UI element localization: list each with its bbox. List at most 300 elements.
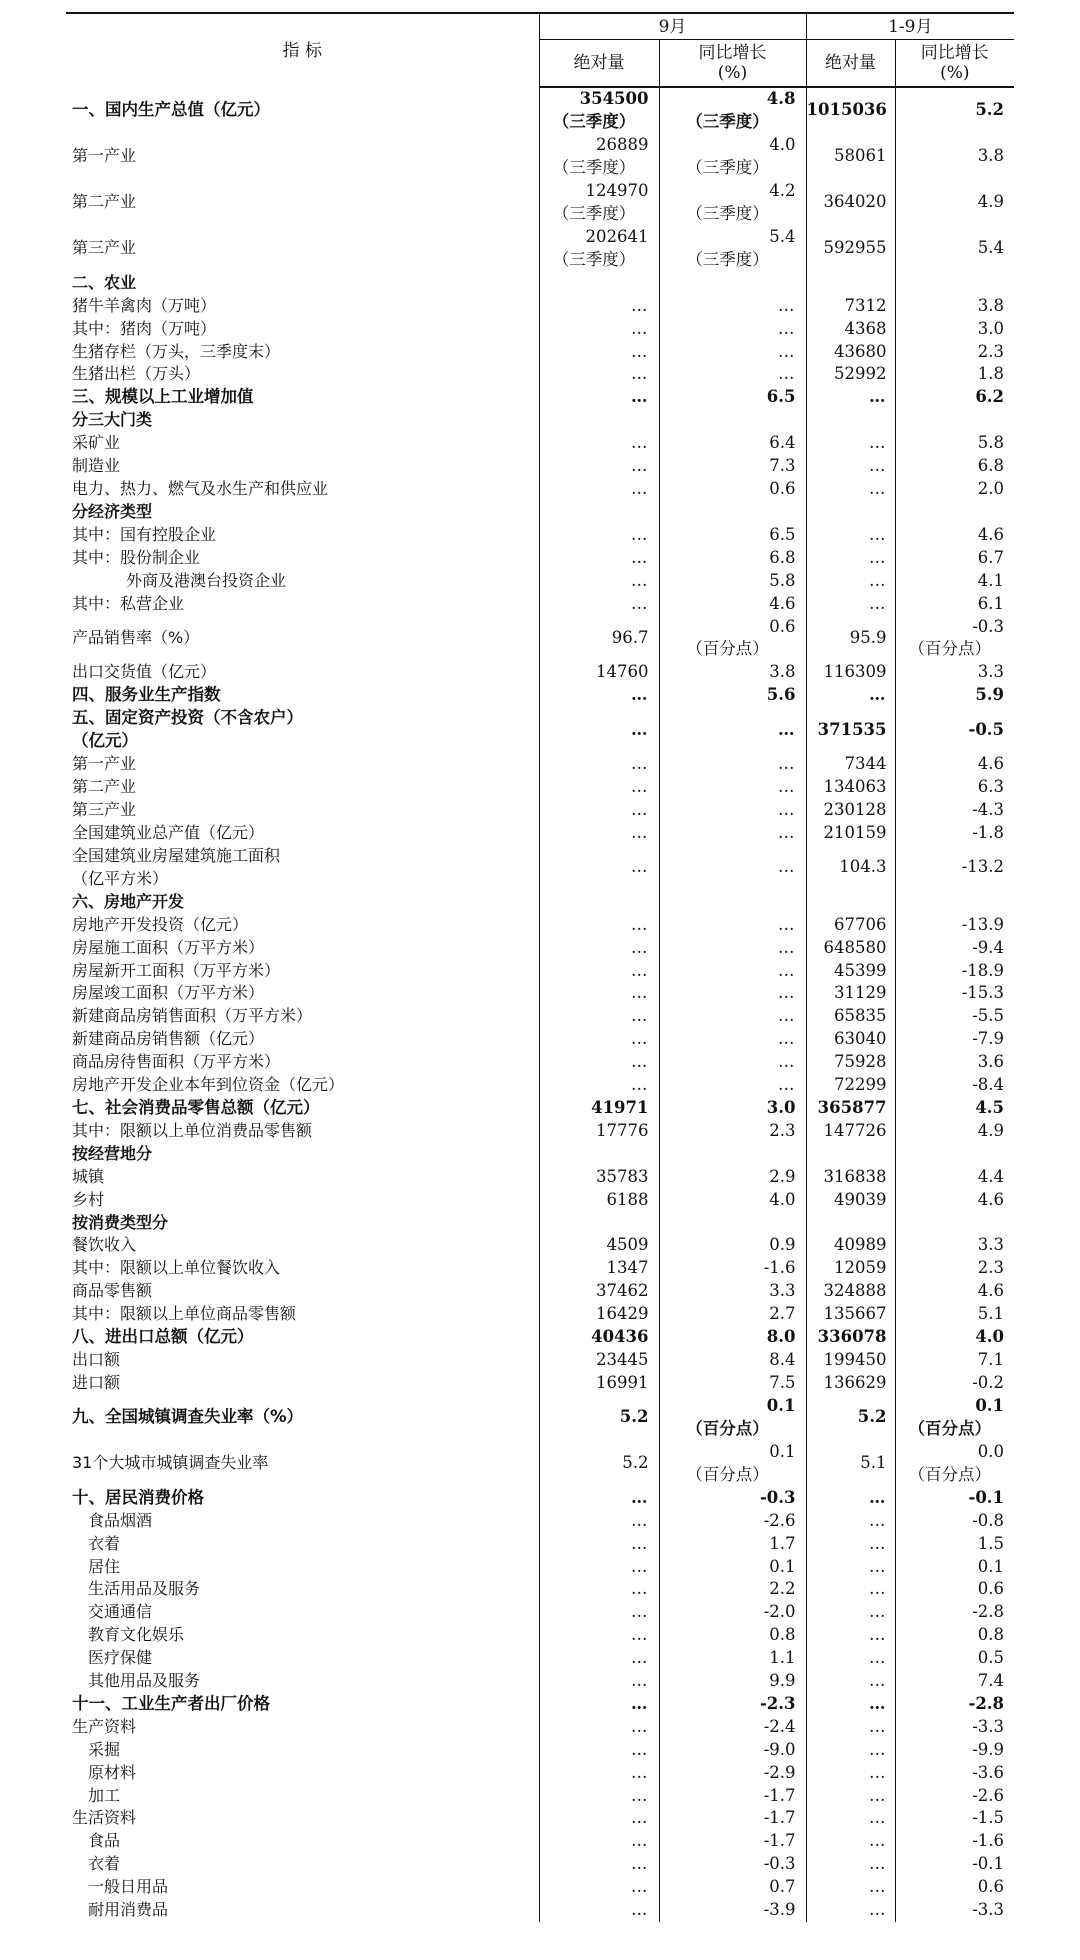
ytd-growth-value xyxy=(895,570,1014,593)
row-label xyxy=(66,1143,539,1166)
ytd-growth-value xyxy=(895,1510,1014,1533)
ytd-growth-value xyxy=(895,593,1014,616)
ytd-absolute-value xyxy=(806,1234,895,1257)
ytd-absolute-value xyxy=(806,1533,895,1556)
month-growth-value-text: 8.0 xyxy=(766,1327,796,1347)
ytd-growth-value-text: 7.1 xyxy=(977,1349,1005,1369)
ytd-growth-value xyxy=(895,1762,1014,1785)
month-absolute-value-text: … xyxy=(631,1510,649,1530)
ytd-absolute-value-text: 136629 xyxy=(823,1372,887,1392)
ytd-absolute-value-text: 5.2 xyxy=(857,1407,887,1427)
month-absolute-value-text: … xyxy=(631,1487,649,1507)
month-growth-value xyxy=(659,363,806,386)
month-absolute-value xyxy=(539,1441,659,1487)
ytd-absolute-value xyxy=(806,1693,895,1716)
month-growth-value-text: 6.4 xyxy=(769,433,796,453)
month-growth-value-text: -0.3 xyxy=(763,1854,796,1874)
month-absolute-value xyxy=(539,937,659,960)
month-growth-value xyxy=(659,409,806,432)
table-row xyxy=(66,1120,1014,1143)
month-absolute-value xyxy=(539,615,659,661)
row-label xyxy=(66,1853,539,1876)
table-row xyxy=(66,341,1014,364)
ytd-absolute-value-text: … xyxy=(869,1854,887,1874)
month-absolute-value-note: （三季度） xyxy=(552,157,636,177)
month-growth-value-note: （百分点） xyxy=(686,1418,769,1438)
month-absolute-value-text: … xyxy=(631,914,649,934)
month-growth-value xyxy=(659,1876,806,1899)
row-label-text: 乡村 xyxy=(72,1189,105,1209)
ytd-growth-value-text: -15.3 xyxy=(961,983,1005,1003)
ytd-absolute-value xyxy=(806,87,895,134)
ytd-absolute-value-text: 12059 xyxy=(834,1258,887,1278)
month-growth-value-text: 3.3 xyxy=(769,1281,796,1301)
month-absolute-value-text: … xyxy=(631,387,649,407)
ytd-growth-value xyxy=(895,1212,1014,1235)
row-label-text: 一、国内生产总值（亿元） xyxy=(72,99,270,119)
ytd-growth-value xyxy=(895,1326,1014,1349)
row-label xyxy=(66,1257,539,1280)
month-growth-value-text: … xyxy=(778,777,796,797)
row-label-text: 房地产开发投资（亿元） xyxy=(72,914,249,934)
row-label xyxy=(66,1578,539,1601)
month-growth-value-main: 4.2 xyxy=(769,180,796,200)
month-growth-value-note: （三季度） xyxy=(686,249,769,269)
ytd-growth-header xyxy=(895,40,1014,88)
table-row xyxy=(66,547,1014,570)
ytd-growth-value xyxy=(895,1601,1014,1624)
month-absolute-value-text: … xyxy=(631,1831,649,1851)
ytd-growth-value xyxy=(895,1853,1014,1876)
row-label-text: 电力、热力、燃气及水生产和供应业 xyxy=(72,478,329,498)
month-growth-value-text: 2.7 xyxy=(769,1304,796,1324)
row-label xyxy=(66,547,539,570)
month-absolute-value xyxy=(539,1624,659,1647)
ytd-absolute-value-text: … xyxy=(869,1716,887,1736)
month-absolute-value-text: … xyxy=(631,1808,649,1828)
month-growth-value xyxy=(659,272,806,295)
month-growth-value-text: 2.2 xyxy=(769,1579,796,1599)
month-growth-value xyxy=(659,1097,806,1120)
row-label-text: 其他用品及服务 xyxy=(88,1671,201,1691)
month-absolute-value xyxy=(539,87,659,134)
ytd-absolute-value xyxy=(806,1120,895,1143)
ytd-absolute-value xyxy=(806,570,895,593)
month-growth-value xyxy=(659,1051,806,1074)
table-row xyxy=(66,822,1014,845)
month-growth-value-text: … xyxy=(778,1029,796,1049)
ytd-growth-value-text: -0.1 xyxy=(972,1854,1005,1874)
row-label-text: 八、进出口总额（亿元） xyxy=(72,1327,254,1347)
table-row xyxy=(66,295,1014,318)
month-growth-value-text: … xyxy=(778,364,796,384)
row-label xyxy=(66,593,539,616)
month-growth-value-text: … xyxy=(778,800,796,820)
month-growth-value xyxy=(659,914,806,937)
row-label xyxy=(66,960,539,983)
row-label-text: 二、农业 xyxy=(72,272,137,292)
row-label-text: 制造业 xyxy=(72,456,121,476)
month-absolute-value-text: … xyxy=(631,800,649,820)
ytd-growth-value xyxy=(895,1303,1014,1326)
month-absolute-value-text: 23445 xyxy=(596,1349,649,1369)
row-label xyxy=(66,1510,539,1533)
month-absolute-value xyxy=(539,1601,659,1624)
month-growth-value xyxy=(659,1166,806,1189)
month-growth-value xyxy=(659,180,806,226)
month-absolute-value xyxy=(539,1785,659,1808)
month-absolute-value xyxy=(539,272,659,295)
ytd-growth-value xyxy=(895,1143,1014,1166)
ytd-absolute-value xyxy=(806,753,895,776)
row-label xyxy=(66,1830,539,1853)
month-absolute-value-text: 96.7 xyxy=(611,627,649,647)
month-absolute-value-text: 6188 xyxy=(606,1189,649,1209)
row-label xyxy=(66,386,539,409)
month-absolute-value-text: 5.2 xyxy=(622,1453,649,1473)
row-label xyxy=(66,1303,539,1326)
table-row xyxy=(66,960,1014,983)
table-header xyxy=(66,13,1014,87)
ytd-growth-value xyxy=(895,1624,1014,1647)
ytd-growth-value-text: -1.6 xyxy=(972,1831,1005,1851)
month-growth-value xyxy=(659,1601,806,1624)
month-absolute-value-text: … xyxy=(631,1029,649,1049)
month-growth-value xyxy=(659,318,806,341)
month-absolute-value-text: … xyxy=(631,960,649,980)
month-growth-value xyxy=(659,615,806,661)
table-row xyxy=(66,1647,1014,1670)
ytd-growth-value xyxy=(895,1556,1014,1579)
month-absolute-value-text: … xyxy=(631,1602,649,1622)
ytd-growth-value-text: 3.3 xyxy=(977,1235,1005,1255)
month-absolute-value xyxy=(539,1395,659,1441)
row-label xyxy=(66,1395,539,1441)
month-absolute-value-text: … xyxy=(631,570,649,590)
month-growth-value xyxy=(659,1280,806,1303)
table-row xyxy=(66,914,1014,937)
month-absolute-value xyxy=(539,891,659,914)
ytd-absolute-value xyxy=(806,180,895,226)
month-absolute-value xyxy=(539,776,659,799)
row-label xyxy=(66,180,539,226)
row-label xyxy=(66,501,539,524)
month-growth-value xyxy=(659,982,806,1005)
ytd-absolute-value xyxy=(806,1487,895,1510)
ytd-absolute-value xyxy=(806,1716,895,1739)
table-row xyxy=(66,753,1014,776)
ytd-growth-value xyxy=(895,1876,1014,1899)
row-label-text: 交通通信 xyxy=(88,1602,153,1622)
ytd-growth-value-text: 6.7 xyxy=(977,547,1005,567)
ytd-absolute-value xyxy=(806,1807,895,1830)
month-growth-value xyxy=(659,1349,806,1372)
month-absolute-value-text: … xyxy=(631,1648,649,1668)
ytd-absolute-value-text: 116309 xyxy=(823,662,887,682)
month-absolute-value-text: … xyxy=(631,1671,649,1691)
row-label xyxy=(66,845,539,891)
ytd-growth-value xyxy=(895,1280,1014,1303)
month-growth-value-text: 7.3 xyxy=(769,456,796,476)
month-absolute-value xyxy=(539,1028,659,1051)
table-row xyxy=(66,1693,1014,1716)
ytd-absolute-value xyxy=(806,1097,895,1120)
ytd-growth-value xyxy=(895,822,1014,845)
row-label-text: 房屋施工面积（万平方米） xyxy=(72,937,265,957)
ytd-growth-value-text: -0.5 xyxy=(968,719,1005,739)
row-label-text: 商品零售额 xyxy=(72,1281,153,1301)
ytd-growth-value-text: -9.9 xyxy=(972,1739,1005,1759)
month-growth-value-note: （百分点） xyxy=(686,1464,769,1484)
ytd-growth-value-text: 4.0 xyxy=(975,1327,1005,1347)
row-label-text: 31个大城市城镇调查失业率 xyxy=(72,1453,269,1473)
month-growth-value xyxy=(659,799,806,822)
month-absolute-value xyxy=(539,1097,659,1120)
month-absolute-value xyxy=(539,661,659,684)
month-growth-value-text: … xyxy=(778,983,796,1003)
month-growth-value-text: … xyxy=(778,937,796,957)
month-absolute-value xyxy=(539,1143,659,1166)
table-row xyxy=(66,1487,1014,1510)
row-label-line1: 全国建筑业房屋建筑施工面积 xyxy=(72,845,281,865)
month-absolute-value xyxy=(539,707,659,753)
ytd-growth-value-text: -1.8 xyxy=(972,822,1005,842)
month-growth-value xyxy=(659,1143,806,1166)
row-label xyxy=(66,891,539,914)
ytd-growth-value xyxy=(895,982,1014,1005)
ytd-growth-value-text: -5.5 xyxy=(972,1006,1005,1026)
month-growth-value xyxy=(659,570,806,593)
month-growth-value xyxy=(659,1578,806,1601)
month-absolute-value-text: … xyxy=(631,456,649,476)
table-row xyxy=(66,1349,1014,1372)
month-growth-value xyxy=(659,1120,806,1143)
month-growth-value-text: -1.6 xyxy=(763,1258,796,1278)
month-absolute-value xyxy=(539,1120,659,1143)
ytd-absolute-value-text: 67706 xyxy=(834,914,887,934)
row-label-text: 第一产业 xyxy=(72,146,137,166)
ytd-absolute-value xyxy=(806,318,895,341)
ytd-growth-value xyxy=(895,1807,1014,1830)
month-absolute-value-text: 16429 xyxy=(596,1304,649,1324)
month-absolute-value xyxy=(539,1578,659,1601)
ytd-growth-value-text: 6.2 xyxy=(975,387,1005,407)
month-absolute-value xyxy=(539,1349,659,1372)
table-row xyxy=(66,87,1014,134)
ytd-absolute-value-text: … xyxy=(869,1671,887,1691)
ytd-absolute-value-text: 49039 xyxy=(834,1189,887,1209)
ytd-growth-value-text: 3.8 xyxy=(977,295,1005,315)
table-row xyxy=(66,180,1014,226)
table-row xyxy=(66,1051,1014,1074)
row-label xyxy=(66,1280,539,1303)
ytd-absolute-value-text: 365877 xyxy=(817,1098,887,1117)
month-absolute-value xyxy=(539,1556,659,1579)
ytd-growth-value xyxy=(895,226,1014,272)
ytd-absolute-value xyxy=(806,1441,895,1487)
row-label-text: 采掘 xyxy=(88,1739,121,1759)
ytd-growth-value xyxy=(895,1670,1014,1693)
row-label-text: 生产资料 xyxy=(72,1716,137,1736)
ytd-growth-value-text: 4.6 xyxy=(977,754,1005,774)
row-label xyxy=(66,1120,539,1143)
indicator-header: 指 标 xyxy=(66,13,539,87)
row-label-text: 其中：限额以上单位餐饮收入 xyxy=(72,1258,281,1278)
ytd-growth-value-text: -3.3 xyxy=(972,1900,1005,1920)
month-absolute-value xyxy=(539,593,659,616)
month-absolute-value xyxy=(539,1762,659,1785)
ytd-growth-value xyxy=(895,891,1014,914)
month-growth-value xyxy=(659,822,806,845)
month-absolute-value-text: … xyxy=(631,1900,649,1920)
row-label-text: 一般日用品 xyxy=(88,1877,169,1897)
row-label xyxy=(66,570,539,593)
ytd-absolute-value xyxy=(806,1853,895,1876)
ytd-growth-value xyxy=(895,661,1014,684)
row-label xyxy=(66,409,539,432)
row-label xyxy=(66,363,539,386)
table-row xyxy=(66,226,1014,272)
table-row xyxy=(66,1326,1014,1349)
row-label-text: 其中：股份制企业 xyxy=(72,547,201,567)
month-absolute-value xyxy=(539,1510,659,1533)
ytd-absolute-value xyxy=(806,272,895,295)
row-label-text: 第二产业 xyxy=(72,192,137,212)
month-growth-value-text: … xyxy=(778,754,796,774)
ytd-absolute-value xyxy=(806,845,895,891)
month-growth-value-text: 1.7 xyxy=(769,1533,796,1553)
month-growth-value xyxy=(659,478,806,501)
ytd-growth-value-note: （百分点） xyxy=(908,639,992,659)
month-growth-value xyxy=(659,1395,806,1441)
month-growth-value-note: （三季度） xyxy=(686,157,769,177)
row-label-text: 第一产业 xyxy=(72,754,137,774)
ytd-growth-value xyxy=(895,799,1014,822)
month-growth-value xyxy=(659,1487,806,1510)
ytd-absolute-value-text: 210159 xyxy=(823,822,887,842)
ytd-absolute-value-text: … xyxy=(869,685,887,705)
ytd-absolute-value-text: … xyxy=(869,1556,887,1576)
month-absolute-value xyxy=(539,570,659,593)
ytd-growth-value-text: 4.4 xyxy=(977,1166,1005,1186)
row-label xyxy=(66,1624,539,1647)
month-growth-value xyxy=(659,1028,806,1051)
table-row xyxy=(66,363,1014,386)
ytd-absolute-value-text: … xyxy=(869,1625,887,1645)
ytd-absolute-value-text: … xyxy=(869,433,887,453)
ytd-absolute-value-text: … xyxy=(869,1739,887,1759)
month-growth-value xyxy=(659,1441,806,1487)
ytd-absolute-value-text: … xyxy=(869,387,887,407)
ytd-growth-value-text: 4.6 xyxy=(977,1189,1005,1209)
month-absolute-value-text: … xyxy=(631,1877,649,1897)
month-growth-value xyxy=(659,341,806,364)
month-absolute-value xyxy=(539,845,659,891)
ytd-absolute-value xyxy=(806,1143,895,1166)
ytd-absolute-value xyxy=(806,386,895,409)
month-growth-value-text: 8.4 xyxy=(769,1349,796,1369)
row-label-line1: 五、固定资产投资（不含农户） xyxy=(72,708,303,728)
row-label-line2: （亿平方米） xyxy=(72,868,169,888)
month-absolute-value-text: … xyxy=(631,1533,649,1553)
ytd-absolute-value-text: 31129 xyxy=(834,983,887,1003)
ytd-absolute-value xyxy=(806,1578,895,1601)
month-absolute-value-text: … xyxy=(631,318,649,338)
ytd-absolute-value xyxy=(806,615,895,661)
table-row xyxy=(66,1556,1014,1579)
ytd-growth-value xyxy=(895,455,1014,478)
table-row xyxy=(66,1716,1014,1739)
ytd-growth-value-text: 5.2 xyxy=(975,100,1005,120)
table-row xyxy=(66,1762,1014,1785)
month-absolute-value-text: … xyxy=(631,524,649,544)
ytd-absolute-value xyxy=(806,455,895,478)
row-label xyxy=(66,1693,539,1716)
row-label-text: 生猪存栏（万头，三季度末） xyxy=(72,341,281,361)
ytd-growth-line2: (%) xyxy=(940,63,970,83)
month-absolute-value xyxy=(539,822,659,845)
ytd-absolute-value-text: 147726 xyxy=(823,1120,887,1140)
month-growth-value-text: 4.0 xyxy=(769,1189,796,1209)
month-growth-value xyxy=(659,1005,806,1028)
row-label-text: 餐饮收入 xyxy=(72,1235,137,1255)
ytd-absolute-value-text: … xyxy=(869,1533,887,1553)
ytd-absolute-value-text: 364020 xyxy=(823,192,887,212)
month-growth-value-text: 5.6 xyxy=(766,685,796,705)
ytd-growth-value xyxy=(895,409,1014,432)
month-growth-value-note: （三季度） xyxy=(686,203,769,223)
month-absolute-value-text: 14760 xyxy=(596,662,649,682)
ytd-absolute-value xyxy=(806,501,895,524)
row-label xyxy=(66,753,539,776)
ytd-growth-value xyxy=(895,960,1014,983)
row-label-text: 外商及港澳台投资企业 xyxy=(126,570,287,590)
month-growth-line2: (%) xyxy=(717,63,748,83)
table-row xyxy=(66,1830,1014,1853)
ytd-growth-value-text: 1.5 xyxy=(977,1533,1005,1553)
month-absolute-value-text: … xyxy=(631,341,649,361)
row-label xyxy=(66,661,539,684)
month-absolute-value xyxy=(539,914,659,937)
month-growth-value xyxy=(659,547,806,570)
month-growth-value-text: 6.5 xyxy=(769,524,796,544)
month-growth-value-main: 0.1 xyxy=(766,1395,796,1415)
month-absolute-value xyxy=(539,1647,659,1670)
ytd-growth-value xyxy=(895,1899,1014,1922)
ytd-absolute-value xyxy=(806,1876,895,1899)
table-row xyxy=(66,1624,1014,1647)
row-label-text: 居住 xyxy=(88,1556,121,1576)
ytd-growth-value xyxy=(895,914,1014,937)
row-label-text: 衣着 xyxy=(88,1533,121,1553)
month-absolute-value-text: … xyxy=(631,1579,649,1599)
ytd-absolute-value xyxy=(806,914,895,937)
month-absolute-value-text: 37462 xyxy=(596,1281,649,1301)
month-absolute-value-text: … xyxy=(631,1625,649,1645)
ytd-growth-value-text: 2.3 xyxy=(977,341,1005,361)
ytd-growth-value xyxy=(895,1647,1014,1670)
ytd-growth-value-text: 1.8 xyxy=(977,364,1005,384)
ytd-absolute-value xyxy=(806,1395,895,1441)
month-absolute-value xyxy=(539,226,659,272)
ytd-absolute-value-text: 4368 xyxy=(844,318,887,338)
ytd-absolute-value-text: 65835 xyxy=(834,1006,887,1026)
row-label xyxy=(66,937,539,960)
month-growth-value-text: -1.7 xyxy=(763,1785,796,1805)
month-absolute-value-text: 17776 xyxy=(596,1120,649,1140)
row-label xyxy=(66,982,539,1005)
row-label-text: 进口额 xyxy=(72,1372,121,1392)
